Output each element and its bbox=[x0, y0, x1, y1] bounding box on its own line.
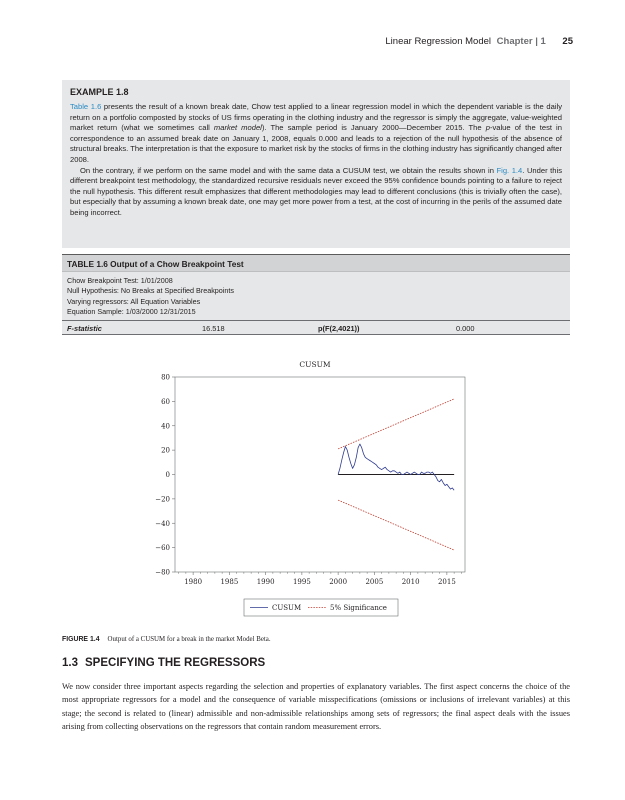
y-tick-label: −80 bbox=[155, 568, 170, 577]
y-tick-label: −20 bbox=[155, 495, 170, 504]
x-tick-label: 2000 bbox=[329, 578, 348, 586]
y-tick-label: 0 bbox=[165, 471, 170, 479]
example-title: EXAMPLE 1.8 bbox=[70, 87, 129, 97]
text-run: ). The sample period is January 2000—December 2015. The bbox=[261, 123, 486, 133]
f-statistic-value: 16.518 bbox=[202, 324, 225, 334]
figure-caption-text: Output of a CUSUM for a break in the market Model Beta. bbox=[107, 636, 271, 643]
x-tick-label: 2010 bbox=[401, 578, 420, 586]
table-row bbox=[62, 320, 570, 335]
table-title: TABLE 1.6 Output of a Chow Breakpoint Test bbox=[62, 254, 570, 271]
x-tick-label: 2005 bbox=[365, 578, 384, 586]
table-info-line: Varying regressors: All Equation Variables bbox=[67, 296, 201, 306]
text-run: . Under this different breakpoint test methodology, the standardized recursive residuals never exceed the 95% confidence bounds pointing to a failure to reject the null hypothesis. This different result emphasizes that different methodologies may lead to different conclusions (this is trivially often the case), but especially that by assuming a known break date, one may get more power from a test, at the cost of incurring in the perils of the assumed date being incorrect. bbox=[70, 165, 562, 217]
cusum-chart bbox=[120, 355, 480, 623]
running-head-title: Linear Regression Model bbox=[385, 36, 492, 47]
x-tick-label: 1990 bbox=[256, 578, 275, 586]
y-tick-label: 40 bbox=[161, 422, 170, 431]
text-run: On the contrary, if we perform on the same model and with the same data a CUSUM test, we obtain the results shown in bbox=[80, 165, 497, 175]
y-tick-label: −40 bbox=[155, 519, 170, 528]
f-statistic-label: F-statistic bbox=[67, 324, 102, 334]
italic-text: market model bbox=[213, 123, 262, 133]
chart-legend bbox=[244, 599, 398, 616]
y-tick-label: 60 bbox=[161, 397, 170, 406]
x-tick-label: 1985 bbox=[220, 578, 239, 586]
x-tick-label: 2015 bbox=[437, 578, 456, 586]
table-info-line: Equation Sample: 1/03/2000 12/31/2015 bbox=[67, 306, 196, 316]
table-info bbox=[62, 271, 570, 320]
legend-label-cusum: CUSUM bbox=[272, 604, 302, 612]
running-head-chapter: Chapter | 1 bbox=[496, 36, 546, 47]
x-tick-label: 1980 bbox=[184, 578, 203, 586]
x-tick-label: 1995 bbox=[292, 578, 311, 586]
y-axis bbox=[155, 374, 175, 577]
figure-caption bbox=[62, 636, 271, 643]
running-head bbox=[385, 36, 573, 47]
lower-significance-line bbox=[338, 500, 454, 550]
section-title: SPECIFYING THE REGRESSORS bbox=[85, 657, 266, 669]
chow-test-table bbox=[62, 254, 570, 335]
cross-reference-link[interactable]: Table 1.6 bbox=[70, 102, 102, 111]
section-number: 1.3 bbox=[62, 657, 78, 669]
cross-reference-link[interactable]: Fig. 1.4 bbox=[496, 165, 523, 175]
section-heading bbox=[62, 657, 265, 669]
chart-title: CUSUM bbox=[299, 360, 331, 369]
cusum-line bbox=[338, 444, 454, 490]
legend-label-significance: 5% Significance bbox=[330, 604, 387, 612]
figure-label: FIGURE 1.4 bbox=[62, 636, 100, 643]
table-info-line: Null Hypothesis: No Breaks at Specified Breakpoints bbox=[67, 286, 234, 296]
example-paragraph-1 bbox=[70, 102, 562, 166]
probability-label: p(F(2,4021)) bbox=[318, 324, 360, 334]
page-number: 25 bbox=[562, 36, 573, 47]
example-box bbox=[62, 80, 570, 248]
text-run: presents the result of a known break date, Chow test applied to a linear regression model in which the dependent variable is the daily return on a portfolio composted by stocks of US firms operating in the clothing industry and the regressor is simply the aggregate, value-weighted market return (what we sometimes call bbox=[70, 102, 563, 133]
table-info-line: Chow Breakpoint Test: 1/01/2008 bbox=[67, 276, 173, 285]
y-tick-label: 80 bbox=[161, 373, 170, 382]
italic-text: p bbox=[485, 123, 490, 133]
y-tick-label: −60 bbox=[155, 544, 170, 553]
text-run: -value of the test in correspondence to an assumed break date on January 1, 2008, equals 0.000 and leads to a rejection of the null hypothesis of the absence of structural breaks. The interpretation is that the exposure to market risk by the stocks of firms in the clothing industry has significantly changed after 2008. bbox=[70, 123, 562, 164]
body-paragraph: We now consider three important aspects regarding the selection and properties of explanatory variables. The first aspect concerns the choice of the most appropriate regressors for a model and the consequence of variable misspecifications (omissions or inclusions of irrelevant variables) at this stage; the second is related to (linear) admissible and non-admissible relationships among sets of regressors; the final aspect deals with the issues arising from collecting observations on the regressors that contain random measurement errors. bbox=[62, 682, 570, 731]
probability-value: 0.000 bbox=[456, 324, 475, 334]
x-axis bbox=[179, 572, 462, 586]
upper-significance-line bbox=[338, 399, 454, 449]
example-paragraph-2 bbox=[70, 166, 562, 219]
y-tick-label: 20 bbox=[161, 446, 170, 455]
